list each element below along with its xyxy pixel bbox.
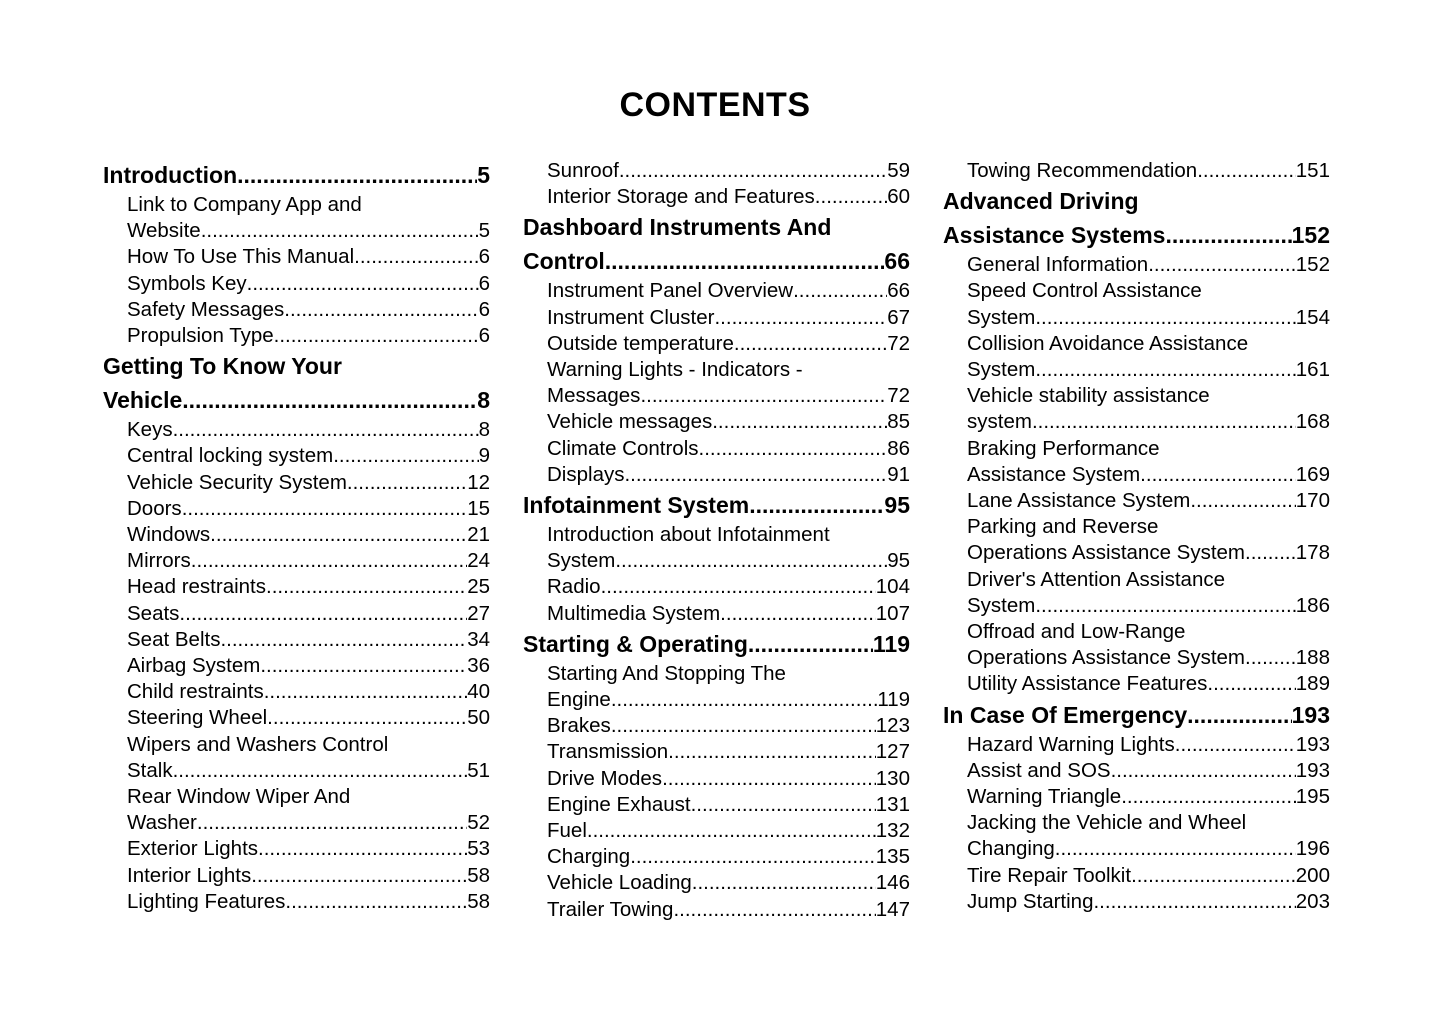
dot-leader [605, 244, 885, 278]
page-number: 119 [872, 630, 910, 657]
dot-leader [1131, 863, 1296, 889]
toc-entry-label: Drive Modes [547, 766, 663, 790]
toc-entry-label: System [967, 593, 1036, 617]
toc-entry[interactable] [547, 158, 910, 184]
toc-entry[interactable] [127, 548, 490, 574]
page-number: 127 [875, 740, 910, 764]
page-number: 193 [1295, 732, 1330, 756]
dot-leader [668, 739, 876, 765]
page-number: 131 [875, 792, 910, 816]
toc-entry[interactable] [547, 870, 910, 896]
dot-leader [619, 158, 887, 184]
toc-entry[interactable] [127, 496, 490, 522]
page-number: 53 [467, 837, 490, 861]
contents-column-3 [943, 158, 1330, 915]
dot-leader [712, 409, 887, 435]
dot-leader [615, 548, 887, 574]
dot-leader [1093, 889, 1295, 915]
toc-entry[interactable] [547, 305, 910, 331]
toc-entry-label: How To Use This Manual [127, 245, 355, 269]
toc-entry[interactable] [547, 601, 910, 627]
page-number: 34 [467, 627, 490, 651]
toc-entry-line: Driver's Attention Assistance [967, 567, 1226, 591]
page-number: 130 [875, 766, 910, 790]
toc-entry-label: Vehicle Security System [127, 470, 347, 494]
dot-leader [191, 548, 467, 574]
toc-entry-line: Jacking the Vehicle and Wheel [967, 811, 1247, 835]
page-number: 193 [1295, 758, 1330, 782]
page-number: 169 [1295, 462, 1330, 486]
toc-entry-label: Multimedia System [547, 601, 721, 625]
page-number: 21 [467, 523, 490, 547]
toc-entry[interactable] [967, 540, 1330, 566]
toc-entry[interactable] [547, 792, 910, 818]
dot-leader [1032, 409, 1296, 435]
toc-entry-label: Vehicle Loading [547, 871, 692, 895]
toc-entry-label: Instrument Cluster [547, 305, 715, 329]
toc-entry[interactable] [127, 863, 490, 889]
toc-entry[interactable] [547, 713, 910, 739]
toc-entry[interactable] [967, 889, 1330, 915]
section-heading[interactable] [943, 218, 1330, 252]
page-number: 152 [1291, 222, 1330, 249]
dot-leader [197, 810, 467, 836]
dot-leader [587, 818, 876, 844]
toc-entry[interactable] [547, 436, 910, 462]
page-number: 86 [887, 436, 910, 460]
toc-entry[interactable] [967, 252, 1330, 278]
toc-entry-label: Charging [547, 845, 631, 869]
dot-leader [260, 653, 467, 679]
dot-leader [1035, 357, 1295, 383]
toc-entry[interactable] [127, 574, 490, 600]
toc-entry[interactable] [127, 889, 490, 915]
toc-entry[interactable] [547, 278, 910, 304]
toc-entry-label: Assistance Systems [943, 222, 1166, 249]
toc-entry[interactable] [547, 409, 910, 435]
dot-leader [267, 705, 467, 731]
page-number: 200 [1295, 863, 1330, 887]
toc-entry-label: Utility Assistance Features [967, 672, 1208, 696]
toc-entry-label: Assist and SOS [967, 758, 1111, 782]
dot-leader [347, 470, 467, 496]
toc-entry-line: Vehicle stability assistance [967, 384, 1210, 408]
toc-entry-label: Airbag System [127, 654, 261, 678]
toc-entry[interactable] [127, 443, 490, 469]
dot-leader [793, 278, 887, 304]
toc-entry-line: Wipers and Washers Control [127, 732, 389, 756]
toc-entry-label: Lane Assistance System [967, 489, 1191, 513]
dot-leader [1197, 158, 1296, 184]
toc-entry-label: Doors [127, 496, 182, 520]
page-number: 85 [887, 410, 910, 434]
dot-leader [815, 184, 887, 210]
toc-entry-label: Messages [547, 384, 641, 408]
dot-leader [611, 687, 877, 713]
toc-entry-label: Changing [967, 837, 1055, 861]
toc-entry-label: Website [127, 219, 201, 243]
page-number: 195 [1295, 785, 1330, 809]
page-number: 186 [1295, 593, 1330, 617]
toc-entry-label: Instrument Panel Overview [547, 279, 794, 303]
toc-entry-label: Warning Triangle [967, 785, 1122, 809]
toc-entry-label: Engine [547, 688, 611, 712]
toc-entry[interactable] [967, 462, 1330, 488]
section-heading[interactable] [103, 383, 490, 417]
page-number: 132 [875, 819, 910, 843]
page-number: 188 [1295, 646, 1330, 670]
contents-column-2 [523, 158, 910, 923]
section-heading[interactable] [523, 488, 910, 522]
dot-leader [173, 417, 479, 443]
toc-entry-label: System [967, 305, 1036, 329]
toc-entry[interactable] [127, 601, 490, 627]
dot-leader [247, 271, 479, 297]
page-number: 25 [467, 575, 490, 599]
toc-entry-label: Hazard Warning Lights [967, 732, 1175, 756]
dot-leader [640, 383, 887, 409]
page-number: 5 [478, 219, 490, 243]
page-number: 189 [1295, 672, 1330, 696]
toc-entry-label: Keys [127, 418, 173, 442]
page-number: 58 [467, 863, 490, 887]
page-number: 151 [1295, 159, 1330, 182]
dot-leader [714, 305, 887, 331]
page-number: 154 [1295, 305, 1330, 329]
dot-leader [720, 601, 876, 627]
toc-entry[interactable] [547, 739, 910, 765]
dot-leader [1187, 698, 1291, 732]
toc-entry-line: Introduction about Infotainment [547, 523, 830, 547]
toc-entry[interactable] [967, 488, 1330, 514]
toc-entry[interactable] [127, 218, 490, 244]
page-number: 40 [467, 680, 490, 704]
toc-entry[interactable] [547, 844, 910, 870]
page-number: 95 [887, 549, 910, 573]
page-number: 52 [467, 811, 490, 835]
page-number: 6 [478, 297, 490, 321]
toc-entry-label: Seat Belts [127, 627, 221, 651]
toc-entry-line: Starting And Stopping The [547, 661, 786, 685]
dot-leader [220, 627, 467, 653]
page-number: 152 [1295, 253, 1330, 277]
page-number: 24 [467, 549, 490, 573]
toc-entry[interactable] [127, 323, 490, 349]
toc-entry-label: Starting & Operating [523, 630, 748, 657]
page-number: 6 [478, 245, 490, 269]
toc-entry-label: Assistance System [967, 462, 1141, 486]
toc-entry-label: System [967, 358, 1036, 382]
toc-entry[interactable] [547, 897, 910, 923]
toc-entry-label: Transmission [547, 740, 669, 764]
toc-entry[interactable] [547, 184, 910, 210]
dot-leader [1190, 488, 1295, 514]
page-number: 193 [1291, 701, 1330, 728]
dot-leader [264, 679, 467, 705]
dot-leader [182, 496, 468, 522]
page-number: 104 [875, 575, 910, 599]
dot-leader [748, 627, 873, 661]
dot-leader [601, 574, 876, 600]
toc-entry[interactable] [967, 671, 1330, 697]
dot-leader [1207, 671, 1295, 697]
page-number: 119 [877, 688, 910, 712]
toc-entry-label: Operations Assistance System [967, 646, 1246, 670]
page-number: 36 [467, 654, 490, 678]
dot-leader [333, 443, 478, 469]
toc-entry-label: Interior Storage and Features [547, 185, 815, 209]
page-number: 123 [875, 714, 910, 738]
page-number: 8 [478, 418, 490, 442]
toc-entry[interactable] [127, 810, 490, 836]
dot-leader [1175, 732, 1296, 758]
toc-entry[interactable] [967, 758, 1330, 784]
dot-leader [611, 713, 876, 739]
page-number: 91 [887, 462, 910, 486]
toc-entry-label: Infotainment System [523, 492, 750, 519]
toc-entry-label: Outside temperature [547, 331, 734, 355]
dot-leader [237, 158, 477, 192]
dot-leader [1035, 305, 1295, 331]
dot-leader [210, 522, 467, 548]
toc-entry[interactable] [967, 305, 1330, 331]
dot-leader [266, 574, 467, 600]
dot-leader [258, 836, 467, 862]
toc-entry[interactable] [127, 836, 490, 862]
toc-entry-label: Vehicle messages [547, 410, 713, 434]
page-number: 6 [478, 324, 490, 348]
section-heading[interactable] [103, 158, 490, 192]
dot-leader [691, 792, 876, 818]
toc-entry-label: Tire Repair Toolkit [967, 863, 1132, 887]
toc-entry-label: Control [523, 248, 605, 275]
dot-leader [662, 766, 876, 792]
toc-entry[interactable] [967, 158, 1330, 184]
toc-entry[interactable] [547, 548, 910, 574]
toc-entry-label: Introduction [103, 162, 238, 188]
page-number: 59 [887, 159, 910, 182]
page-number: 196 [1295, 837, 1330, 861]
dot-leader [1245, 645, 1296, 671]
toc-entry-label: Head restraints [127, 575, 267, 599]
page-number: 15 [467, 496, 490, 520]
toc-entry-label: Jump Starting [967, 889, 1094, 913]
toc-entry-label: Displays [547, 462, 625, 486]
page-number: 67 [887, 305, 910, 329]
toc-entry[interactable] [547, 462, 910, 488]
dot-leader [673, 897, 875, 923]
toc-entry-line: Braking Performance [967, 436, 1160, 460]
section-heading[interactable] [943, 698, 1330, 732]
toc-entry[interactable] [127, 758, 490, 784]
dot-leader [1055, 836, 1296, 862]
page-number: 66 [884, 248, 910, 275]
toc-entry-label: System [547, 549, 616, 573]
toc-entry[interactable] [547, 331, 910, 357]
toc-entry[interactable] [967, 645, 1330, 671]
toc-entry[interactable] [967, 409, 1330, 435]
section-heading-line: Getting To Know Your [103, 353, 342, 380]
toc-entry[interactable] [967, 357, 1330, 383]
page-number: 5 [477, 162, 490, 188]
dot-leader [182, 383, 477, 417]
page-number: 146 [875, 871, 910, 895]
toc-entry-label: Lighting Features [127, 889, 286, 913]
toc-entry[interactable] [547, 383, 910, 409]
page-number: 135 [875, 845, 910, 869]
toc-entry[interactable] [127, 271, 490, 297]
toc-entry[interactable] [127, 244, 490, 270]
toc-entry-label: system [967, 410, 1032, 434]
page-number: 147 [875, 897, 910, 921]
page-number: 161 [1295, 358, 1330, 382]
toc-entry-label: Propulsion Type [127, 324, 274, 348]
toc-entry-line: Offroad and Low-Range [967, 620, 1186, 644]
contents-column-1 [103, 158, 490, 915]
dot-leader [749, 488, 884, 522]
toc-entry-label: Trailer Towing [547, 897, 674, 921]
dot-leader [1111, 758, 1296, 784]
dot-leader [1035, 593, 1295, 619]
toc-entry-label: Child restraints [127, 680, 264, 704]
toc-entry[interactable] [127, 417, 490, 443]
toc-entry[interactable] [967, 732, 1330, 758]
page-number: 58 [467, 889, 490, 913]
page-number: 12 [467, 470, 490, 494]
page-number: 6 [478, 271, 490, 295]
toc-entry-label: Safety Messages [127, 297, 285, 321]
dot-leader [179, 601, 467, 627]
toc-entry-line: Parking and Reverse [967, 515, 1159, 539]
toc-entry[interactable] [967, 593, 1330, 619]
dot-leader [624, 462, 887, 488]
toc-entry-label: Exterior Lights [127, 837, 259, 861]
toc-entry[interactable] [967, 863, 1330, 889]
dot-leader [201, 218, 479, 244]
dot-leader [692, 870, 876, 896]
page-number: 50 [467, 706, 490, 730]
section-heading[interactable] [523, 244, 910, 278]
dot-leader [734, 331, 887, 357]
toc-entry[interactable] [127, 653, 490, 679]
toc-entry-label: General Information [967, 253, 1149, 277]
toc-entry-line: Link to Company App and [127, 193, 362, 216]
toc-entry-label: Mirrors [127, 549, 191, 573]
dot-leader [1121, 784, 1296, 810]
page-number: 60 [887, 185, 910, 209]
toc-entry[interactable] [547, 687, 910, 713]
toc-entry-label: Windows [127, 523, 211, 547]
toc-entry-label: Seats [127, 601, 180, 625]
page-number: 170 [1295, 489, 1330, 513]
toc-entry-label: Central locking system [127, 444, 334, 468]
toc-entry-line: Speed Control Assistance [967, 279, 1202, 303]
page-number: 203 [1295, 889, 1330, 913]
dot-leader [285, 889, 467, 915]
page-number: 168 [1295, 410, 1330, 434]
toc-entry-label: Engine Exhaust [547, 792, 691, 816]
toc-entry-label: Radio [547, 575, 601, 599]
page-number: 51 [467, 758, 490, 782]
dot-leader [699, 436, 888, 462]
toc-entry-label: Climate Controls [547, 436, 699, 460]
toc-entry-label: Towing Recommendation [967, 159, 1198, 182]
section-heading-line: Dashboard Instruments And [523, 214, 832, 241]
toc-entry-label: Symbols Key [127, 271, 247, 295]
toc-entry[interactable] [127, 470, 490, 496]
toc-entry[interactable] [127, 522, 490, 548]
dot-leader [1140, 462, 1296, 488]
page-number: 178 [1295, 541, 1330, 565]
toc-entry[interactable] [547, 818, 910, 844]
dot-leader [1148, 252, 1296, 278]
toc-entry-label: Brakes [547, 714, 611, 738]
dot-leader [1165, 218, 1291, 252]
dot-leader [274, 323, 479, 349]
dot-leader [354, 244, 478, 270]
page-number: 8 [477, 387, 490, 414]
toc-entry-label: Steering Wheel [127, 706, 268, 730]
page-number: 9 [478, 444, 490, 468]
toc-entry-label: Stalk [127, 758, 173, 782]
toc-entry-label: In Case Of Emergency [943, 701, 1188, 728]
toc-entry-line: Collision Avoidance Assistance [967, 331, 1249, 355]
dot-leader [630, 844, 876, 870]
dot-leader [1245, 540, 1296, 566]
page-number: 95 [884, 492, 910, 519]
dot-leader [284, 297, 478, 323]
page-number: 72 [887, 331, 910, 355]
toc-entry-label: Fuel [547, 819, 587, 843]
toc-entry[interactable] [547, 574, 910, 600]
page-number: 72 [887, 384, 910, 408]
page-number: 107 [875, 601, 910, 625]
toc-entry[interactable] [127, 679, 490, 705]
toc-entry-line: Rear Window Wiper And [127, 785, 351, 809]
toc-entry-label: Sunroof [547, 159, 619, 182]
toc-entry[interactable] [547, 766, 910, 792]
toc-entry-label: Operations Assistance System [967, 541, 1246, 565]
toc-entry[interactable] [127, 627, 490, 653]
toc-entry-label: Interior Lights [127, 863, 252, 887]
dot-leader [173, 758, 468, 784]
page-number: 27 [467, 601, 490, 625]
toc-entry[interactable] [967, 836, 1330, 862]
toc-entry-line: Warning Lights - Indicators - [547, 358, 803, 382]
toc-entry-label: Vehicle [103, 387, 183, 414]
toc-entry[interactable] [127, 297, 490, 323]
page-title: CONTENTS [619, 86, 811, 124]
toc-entry[interactable] [967, 784, 1330, 810]
page-number: 66 [887, 279, 910, 303]
section-heading[interactable] [523, 627, 910, 661]
section-heading-line: Advanced Driving [943, 188, 1139, 215]
toc-entry-label: Washer [127, 811, 197, 835]
toc-entry[interactable] [127, 705, 490, 731]
dot-leader [251, 863, 467, 889]
